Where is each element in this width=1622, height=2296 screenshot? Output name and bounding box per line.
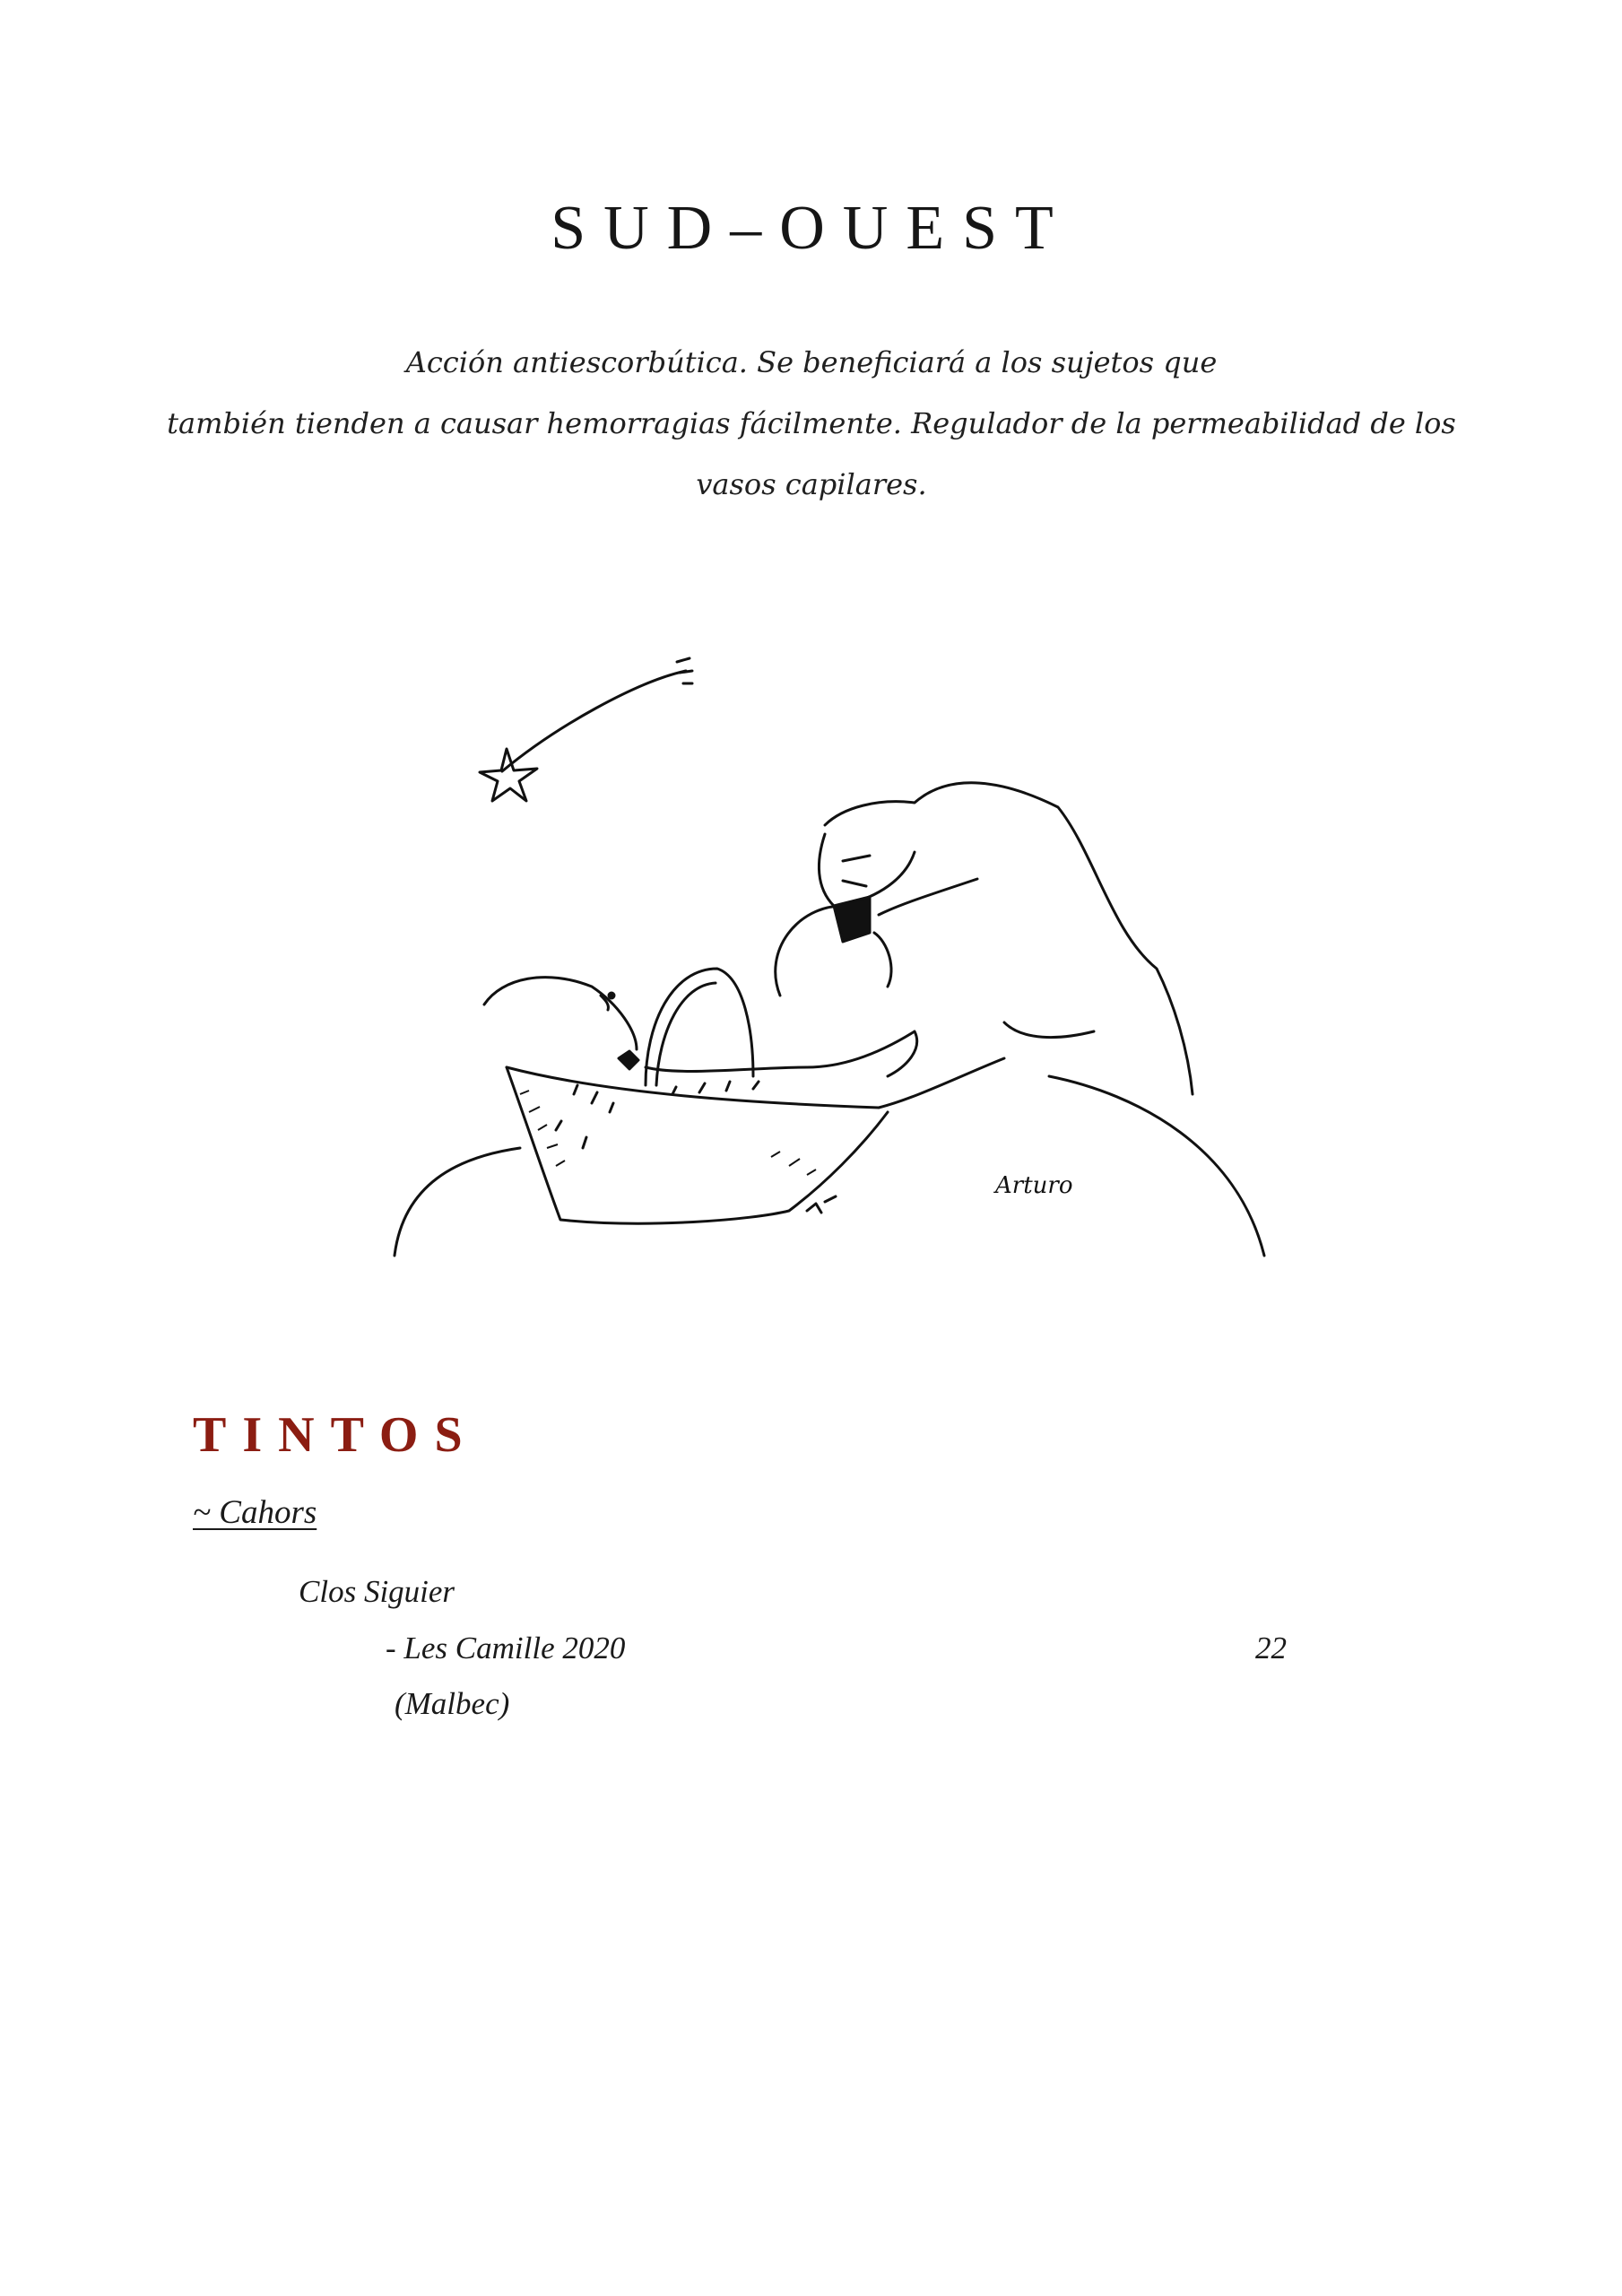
page-title: SUD–OUEST — [551, 194, 1071, 263]
artist-signature: Arturo — [995, 1172, 1073, 1199]
basket-handle — [646, 969, 753, 1085]
wine-grape: (Malbec) — [395, 1686, 510, 1721]
table-outline — [395, 1076, 1264, 1256]
intro-line: también tienden a causar hemorragias fácilmente. Regulador de la permeabilidad de los — [167, 406, 1456, 440]
section-title-tintos: TINTOS — [193, 1407, 479, 1463]
bathtub — [507, 1058, 1004, 1223]
wine-producer: Clos Siguier — [299, 1574, 455, 1609]
intro-line: vasos capilares. — [696, 467, 927, 501]
region-label: ~ Cahors — [193, 1494, 317, 1531]
wine-price: 22 — [1255, 1631, 1287, 1665]
intro-line: Acción antiescorbútica. Se beneficiará a los sujetos que — [405, 345, 1218, 379]
shooting-star-icon — [480, 658, 692, 801]
intro-text — [161, 332, 1462, 515]
standing-figure — [776, 783, 1193, 1094]
bathing-figure — [484, 978, 917, 1148]
wine-name: - Les Camille 2020 — [386, 1631, 626, 1665]
bath-illustration — [377, 646, 1291, 1274]
